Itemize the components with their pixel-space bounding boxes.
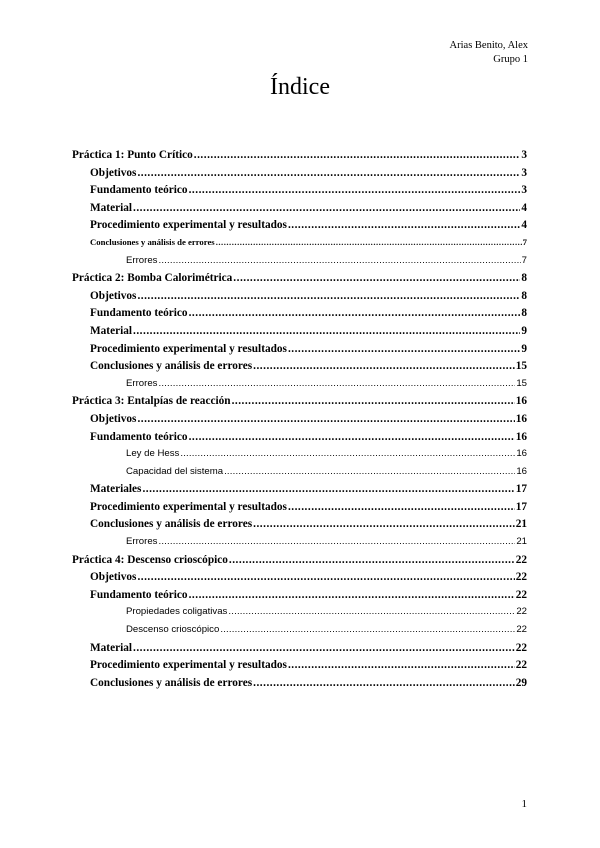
toc-dot-leader	[253, 677, 515, 689]
toc-dot-leader	[220, 624, 515, 635]
toc-entry[interactable]	[72, 554, 527, 572]
toc-entry-page[interactable]: 16	[516, 465, 527, 477]
toc-entry-page[interactable]: 9	[521, 324, 527, 337]
toc-entry[interactable]	[72, 290, 527, 308]
toc-entry[interactable]	[72, 395, 527, 413]
toc-dot-leader	[137, 290, 520, 302]
toc-dot-leader	[253, 360, 515, 372]
toc-entry[interactable]	[72, 501, 527, 519]
toc-dot-leader	[137, 167, 520, 179]
toc-entry[interactable]	[72, 202, 527, 220]
toc-entry-page[interactable]: 22	[516, 606, 527, 618]
toc-entry[interactable]	[72, 149, 527, 167]
toc-entry-page[interactable]: 9	[521, 342, 527, 355]
toc-entry-label[interactable]: Ley de Hess	[126, 448, 180, 460]
toc-entry-page[interactable]: 16	[515, 395, 527, 408]
toc-entry[interactable]	[72, 677, 527, 695]
toc-entry-label[interactable]: Práctica 3: Entalpías de reacción	[72, 395, 231, 408]
toc-entry-page[interactable]: 16	[515, 412, 527, 425]
toc-dot-leader	[158, 255, 520, 266]
toc-entry-page[interactable]: 29	[515, 676, 527, 689]
toc-entry-label[interactable]: Procedimiento experimental y resultados	[90, 500, 287, 513]
toc-entry-label[interactable]: Conclusiones y análisis de errores	[90, 360, 253, 373]
toc-dot-leader	[224, 466, 515, 477]
toc-dot-leader	[233, 272, 520, 284]
toc-entry[interactable]	[72, 431, 527, 449]
toc-entry[interactable]	[72, 360, 527, 378]
toc-entry-label[interactable]: Fundamento teórico	[90, 430, 188, 443]
toc-entry[interactable]	[72, 237, 527, 255]
toc-entry-page[interactable]: 17	[515, 483, 527, 496]
toc-entry-page[interactable]: 17	[515, 500, 527, 513]
toc-entry-label[interactable]: Errores	[126, 254, 158, 266]
toc-entry-page[interactable]: 16	[515, 430, 527, 443]
toc-entry[interactable]	[72, 448, 527, 466]
toc-entry-label[interactable]: Material	[90, 201, 133, 214]
toc-entry-page[interactable]: 22	[515, 553, 527, 566]
toc-entry-label[interactable]: Conclusiones y análisis de errores	[90, 518, 253, 531]
toc-entry[interactable]	[72, 659, 527, 677]
toc-entry-page[interactable]: 8	[521, 307, 527, 320]
toc-dot-leader	[137, 413, 514, 425]
toc-entry-label[interactable]: Descenso crioscópico	[126, 624, 220, 636]
toc-entry[interactable]	[72, 536, 527, 554]
toc-entry-label[interactable]: Material	[90, 324, 133, 337]
author-name: Arias Benito, Alex	[449, 40, 528, 51]
toc-entry-page[interactable]: 22	[515, 641, 527, 654]
toc-dot-leader	[189, 589, 515, 601]
toc-dot-leader	[253, 518, 515, 530]
toc-dot-leader	[232, 395, 515, 407]
toc-dot-leader	[288, 219, 520, 231]
toc-entry-label[interactable]: Propiedades coligativas	[126, 606, 228, 618]
toc-dot-leader	[180, 448, 515, 459]
toc-dot-leader	[288, 343, 520, 355]
toc-entry-label[interactable]: Fundamento teórico	[90, 588, 188, 601]
toc-entry[interactable]	[72, 167, 527, 185]
toc-entry-label[interactable]: Capacidad del sistema	[126, 465, 224, 477]
toc-dot-leader	[288, 659, 515, 671]
toc-dot-leader	[189, 307, 521, 319]
toc-dot-leader	[228, 606, 515, 617]
toc-entry[interactable]	[72, 589, 527, 607]
toc-dot-leader	[189, 184, 521, 196]
toc-entry-page[interactable]: 3	[521, 184, 527, 197]
toc-entry-page[interactable]: 7	[522, 236, 527, 247]
toc-dot-leader	[133, 642, 515, 654]
toc-entry-label[interactable]: Material	[90, 641, 133, 654]
toc-entry-label[interactable]: Objetivos	[90, 412, 137, 425]
toc-entry-page[interactable]: 15	[515, 360, 527, 373]
group-label: Grupo 1	[493, 54, 528, 65]
toc-dot-leader	[158, 536, 515, 547]
toc-entry-label[interactable]: Fundamento teórico	[90, 184, 188, 197]
toc-entry-label[interactable]: Práctica 4: Descenso crioscópico	[72, 553, 228, 566]
toc-dot-leader	[194, 149, 521, 161]
toc-entry[interactable]	[72, 307, 527, 325]
toc-entry[interactable]	[72, 255, 527, 273]
toc-dot-leader	[133, 202, 520, 214]
toc-entry-label[interactable]: Procedimiento experimental y resultados	[90, 342, 287, 355]
toc-entry-page[interactable]: 8	[521, 272, 527, 285]
toc-dot-leader	[133, 325, 520, 337]
toc-entry[interactable]	[72, 272, 527, 290]
toc-entry-page[interactable]: 22	[515, 571, 527, 584]
toc-entry-label[interactable]: Práctica 2: Bomba Calorimétrica	[72, 272, 233, 285]
toc-dot-leader	[229, 554, 515, 566]
toc-entry-page[interactable]: 4	[521, 201, 527, 214]
toc-entry[interactable]	[72, 606, 527, 624]
toc-entry[interactable]	[72, 571, 527, 589]
toc-dot-leader	[216, 237, 522, 247]
toc-entry[interactable]	[72, 642, 527, 660]
toc-entry-page[interactable]: 22	[515, 659, 527, 672]
toc-entry-label[interactable]: Conclusiones y análisis de errores	[90, 676, 253, 689]
toc-entry[interactable]	[72, 219, 527, 237]
toc-entry-label[interactable]: Objetivos	[90, 571, 137, 584]
toc-entry[interactable]	[72, 518, 527, 536]
toc-entry[interactable]	[72, 378, 527, 396]
toc-entry-label[interactable]: Objetivos	[90, 166, 137, 179]
toc-dot-leader	[142, 483, 514, 495]
toc-entry-label[interactable]: Procedimiento experimental y resultados	[90, 219, 287, 232]
toc-entry-label[interactable]: Fundamento teórico	[90, 307, 188, 320]
toc-entry-page[interactable]: 22	[515, 588, 527, 601]
toc-entry-label[interactable]: Procedimiento experimental y resultados	[90, 659, 287, 672]
toc-entry-label[interactable]: Errores	[126, 536, 158, 548]
toc-entry-page[interactable]: 8	[521, 289, 527, 302]
page-header	[450, 39, 528, 67]
page-number: 1	[521, 798, 527, 810]
toc-entry-page[interactable]: 16	[516, 448, 527, 460]
toc-entry-label[interactable]: Errores	[126, 377, 158, 389]
page-title: Índice	[270, 74, 330, 100]
toc-entry-page[interactable]: 3	[521, 149, 527, 161]
toc-entry-page[interactable]: 7	[521, 254, 527, 266]
toc-entry[interactable]	[72, 184, 527, 202]
toc-entry[interactable]	[72, 624, 527, 642]
toc-entry-label[interactable]: Objetivos	[90, 289, 137, 302]
toc-entry-label[interactable]: Conclusiones y análisis de errores	[90, 236, 215, 247]
toc-dot-leader	[288, 501, 515, 513]
toc-entry[interactable]	[72, 483, 527, 501]
toc-entry-label[interactable]: Materiales	[90, 483, 142, 496]
toc-entry[interactable]	[72, 343, 527, 361]
toc-entry-page[interactable]: 15	[516, 377, 527, 389]
toc-entry[interactable]	[72, 413, 527, 431]
toc-entry-page[interactable]: 22	[516, 624, 527, 636]
toc-entry-page[interactable]: 21	[515, 518, 527, 531]
toc-entry-label[interactable]: Práctica 1: Punto Crítico	[72, 149, 193, 161]
toc-dot-leader	[189, 431, 515, 443]
toc-entry-page[interactable]: 3	[521, 166, 527, 179]
table-of-contents	[72, 149, 527, 694]
toc-dot-leader	[137, 571, 514, 583]
toc-entry[interactable]	[72, 466, 527, 484]
toc-entry[interactable]	[72, 325, 527, 343]
toc-dot-leader	[158, 378, 515, 389]
toc-entry-page[interactable]: 4	[521, 219, 527, 232]
toc-entry-page[interactable]: 21	[516, 536, 527, 548]
